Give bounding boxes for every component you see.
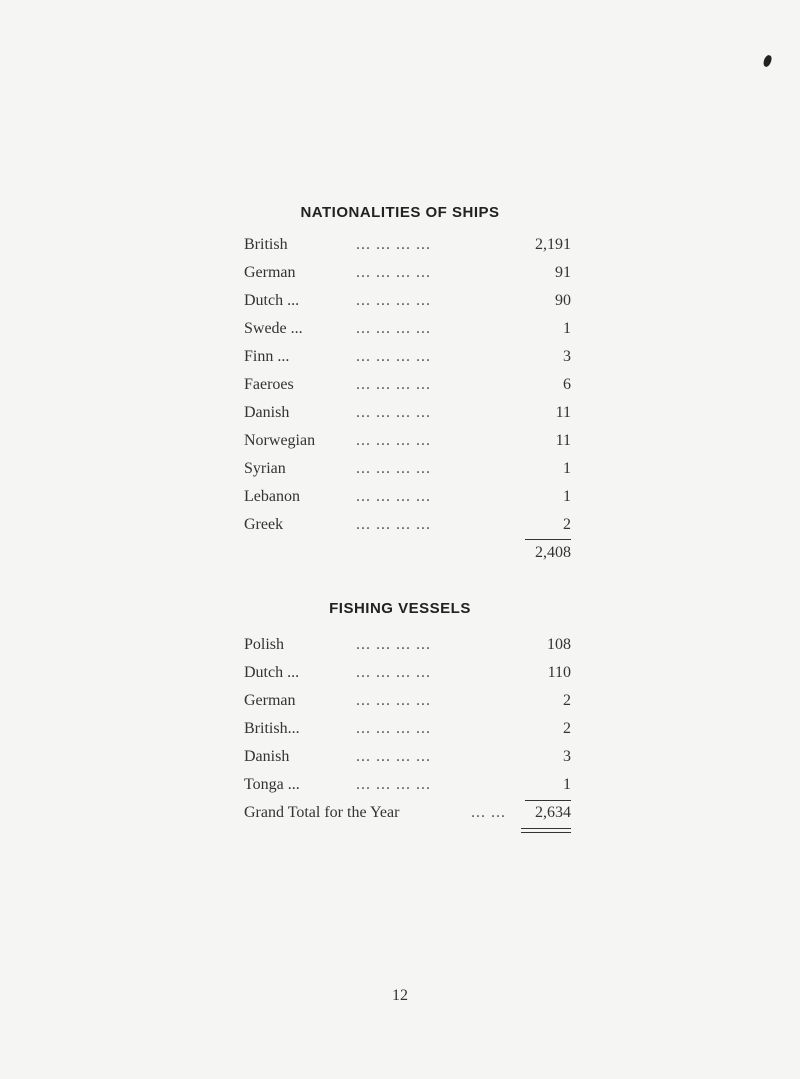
table-row bbox=[244, 720, 571, 744]
row-leader: ... ... ... ... bbox=[356, 460, 431, 477]
row-label: Dutch ... bbox=[244, 292, 300, 309]
row-leader: ... ... ... ... bbox=[356, 636, 431, 653]
row-value: 110 bbox=[547, 664, 571, 681]
fishing-vessels-heading: FISHING VESSELS bbox=[329, 600, 471, 617]
row-label: Faeroes bbox=[244, 376, 294, 393]
row-leader: ... ... ... ... bbox=[356, 432, 431, 449]
table-row bbox=[244, 692, 571, 716]
row-value: 2 bbox=[563, 516, 571, 533]
row-value: 108 bbox=[547, 636, 571, 653]
subtotal-rule bbox=[525, 539, 571, 540]
table-row bbox=[244, 236, 571, 260]
row-value: 1 bbox=[563, 320, 571, 337]
row-label: Lebanon bbox=[244, 488, 300, 505]
table-row bbox=[244, 264, 571, 288]
row-label: British... bbox=[244, 720, 300, 737]
nationalities-heading: NATIONALITIES OF SHIPS bbox=[300, 204, 500, 221]
row-label: German bbox=[244, 264, 296, 281]
table-row bbox=[244, 636, 571, 660]
row-label: Danish bbox=[244, 748, 290, 765]
row-label: German bbox=[244, 692, 296, 709]
row-leader: ... ... ... ... bbox=[356, 348, 431, 365]
row-leader: ... ... ... ... bbox=[356, 488, 431, 505]
row-leader: ... ... ... ... bbox=[356, 664, 431, 681]
table-row bbox=[244, 460, 571, 484]
table-row bbox=[244, 516, 571, 540]
table-row bbox=[244, 320, 571, 344]
row-leader: ... ... ... ... bbox=[356, 516, 431, 533]
row-value: 2 bbox=[563, 720, 571, 737]
grand-total-label: Grand Total for the Year bbox=[244, 804, 400, 821]
row-value: 11 bbox=[555, 432, 571, 449]
table-row bbox=[244, 348, 571, 372]
row-value: 1 bbox=[563, 488, 571, 505]
row-value: 3 bbox=[563, 348, 571, 365]
table-row bbox=[244, 432, 571, 456]
table-row bbox=[244, 664, 571, 688]
row-value: 11 bbox=[555, 404, 571, 421]
row-value: 6 bbox=[563, 376, 571, 393]
table-row bbox=[244, 376, 571, 400]
row-leader: ... ... ... ... bbox=[356, 720, 431, 737]
row-label: Polish bbox=[244, 636, 285, 653]
row-leader: ... ... ... ... bbox=[356, 376, 431, 393]
grand-total-leader: ... ... bbox=[471, 804, 506, 821]
table-row bbox=[244, 488, 571, 512]
row-value: 1 bbox=[563, 776, 571, 793]
page-number: 12 bbox=[392, 987, 408, 1004]
row-value: 3 bbox=[563, 748, 571, 765]
row-label: British bbox=[244, 236, 288, 253]
row-value: 2,191 bbox=[535, 236, 571, 253]
row-label: Norwegian bbox=[244, 432, 316, 449]
row-label: Finn ... bbox=[244, 348, 290, 365]
row-leader: ... ... ... ... bbox=[356, 320, 431, 337]
row-value: 90 bbox=[555, 292, 571, 309]
grand-total-rule bbox=[525, 800, 571, 801]
row-label: Syrian bbox=[244, 460, 286, 477]
row-leader: ... ... ... ... bbox=[356, 292, 431, 309]
row-leader: ... ... ... ... bbox=[356, 776, 431, 793]
row-leader: ... ... ... ... bbox=[356, 404, 431, 421]
row-label: Tonga ... bbox=[244, 776, 300, 793]
ink-speck bbox=[762, 54, 772, 68]
row-label: Dutch ... bbox=[244, 664, 300, 681]
row-label: Swede ... bbox=[244, 320, 303, 337]
row-label: Greek bbox=[244, 516, 284, 533]
table-row bbox=[244, 776, 571, 800]
nationalities-total: 2,408 bbox=[535, 544, 571, 561]
table-row bbox=[244, 404, 571, 428]
row-value: 2 bbox=[563, 692, 571, 709]
table-row bbox=[244, 748, 571, 772]
row-leader: ... ... ... ... bbox=[356, 692, 431, 709]
row-value: 1 bbox=[563, 460, 571, 477]
row-leader: ... ... ... ... bbox=[356, 264, 431, 281]
grand-total-value: 2,634 bbox=[535, 804, 571, 821]
row-label: Danish bbox=[244, 404, 290, 421]
row-leader: ... ... ... ... bbox=[356, 236, 431, 253]
row-leader: ... ... ... ... bbox=[356, 748, 431, 765]
grand-total-double-rule bbox=[521, 828, 571, 833]
table-row bbox=[244, 292, 571, 316]
row-value: 91 bbox=[555, 264, 571, 281]
